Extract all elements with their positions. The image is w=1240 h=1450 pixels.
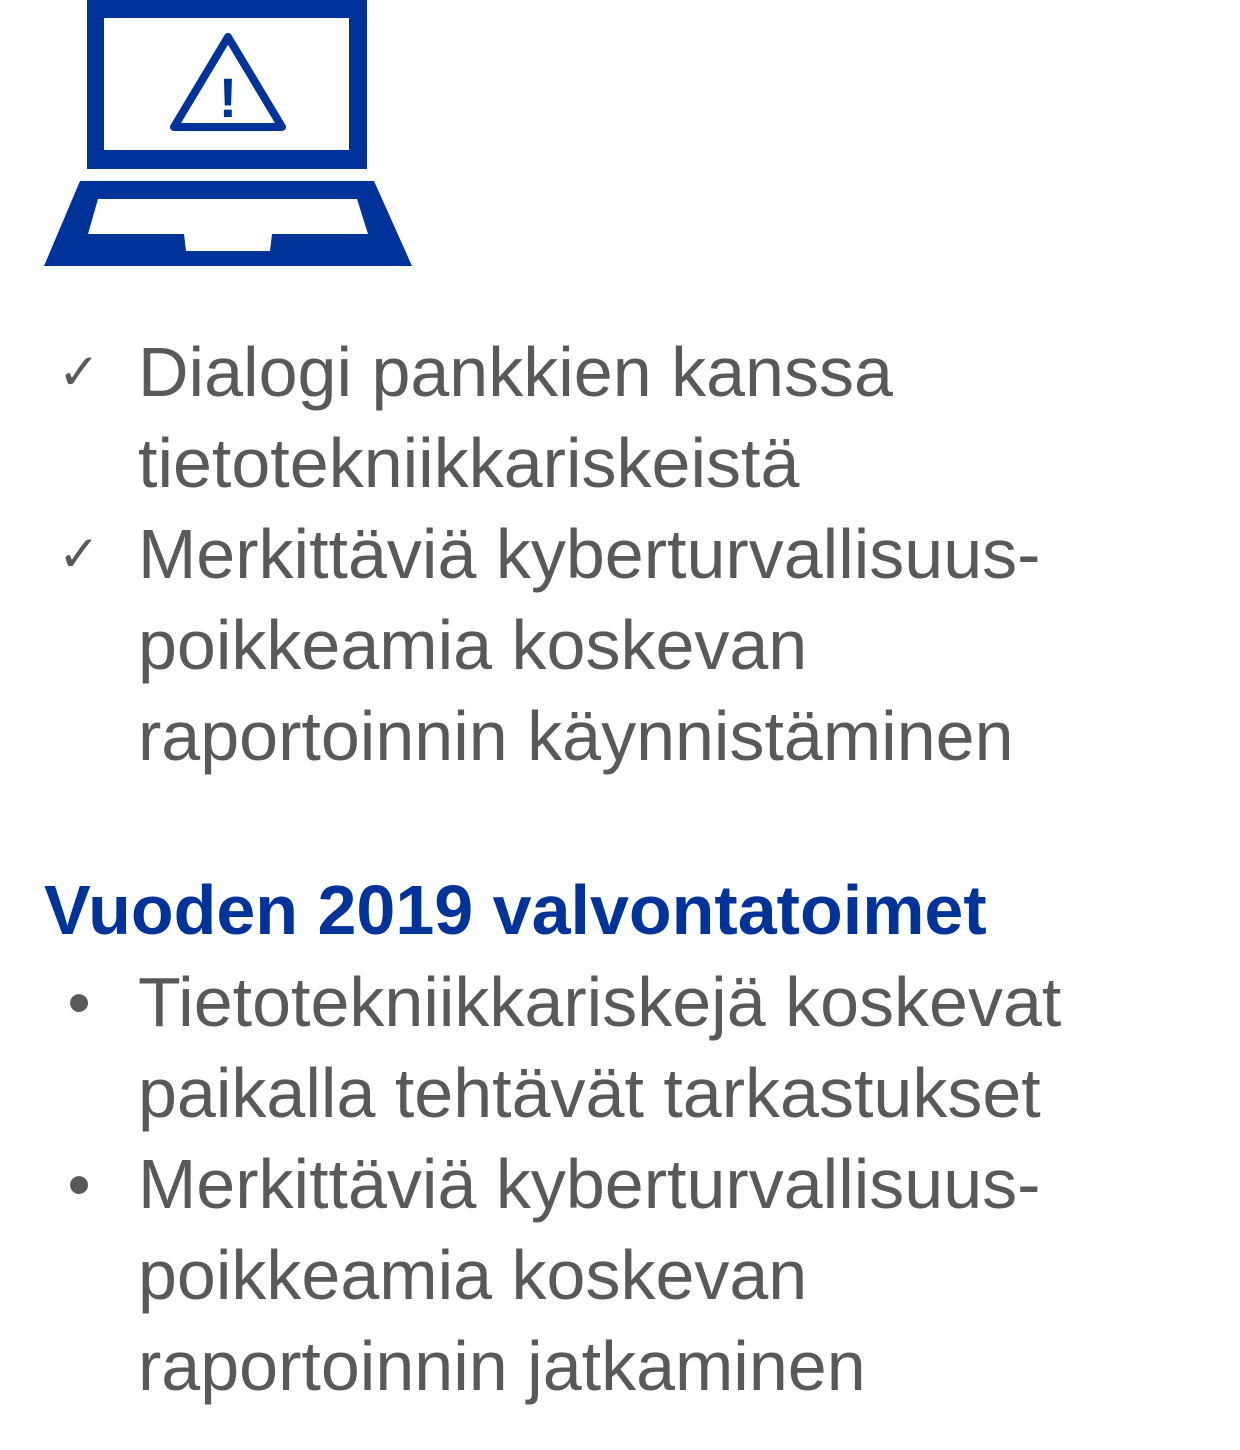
planned-item [0, 1139, 1240, 1412]
item-text-line: Dialogi pankkien kanssa [138, 333, 893, 411]
item-text-line: Merkittäviä kyberturvallisuus- [138, 1145, 1041, 1223]
item-text-line: Merkittäviä kyberturvallisuus- [138, 515, 1041, 593]
completed-item [0, 327, 1240, 509]
planned-item [0, 957, 1240, 1139]
item-text-line: poikkeamia koskevan [138, 606, 808, 684]
planned-actions-list [0, 957, 1240, 1412]
completed-item [0, 509, 1240, 782]
item-text-line: tietotekniikkariskeistä [138, 424, 800, 502]
item-text-line: raportoinnin käynnistäminen [138, 697, 1014, 775]
completed-actions-list [0, 327, 1240, 782]
check-mark-icon: ✓ [58, 525, 100, 583]
item-text-line: poikkeamia koskevan [138, 1236, 808, 1314]
laptop-warning-icon [44, 0, 412, 266]
section-heading: Vuoden 2019 valvontatoimet [44, 871, 987, 949]
item-text-line: raportoinnin jatkaminen [138, 1327, 866, 1405]
check-mark-icon: ✓ [58, 343, 100, 401]
warning-symbol: ! [218, 66, 238, 129]
bullet-icon: • [67, 965, 91, 1039]
item-text-line: Tietotekniikkariskejä koskevat [138, 963, 1062, 1041]
bullet-icon: • [67, 1147, 91, 1221]
item-text-line: paikalla tehtävät tarkastukset [138, 1054, 1041, 1132]
